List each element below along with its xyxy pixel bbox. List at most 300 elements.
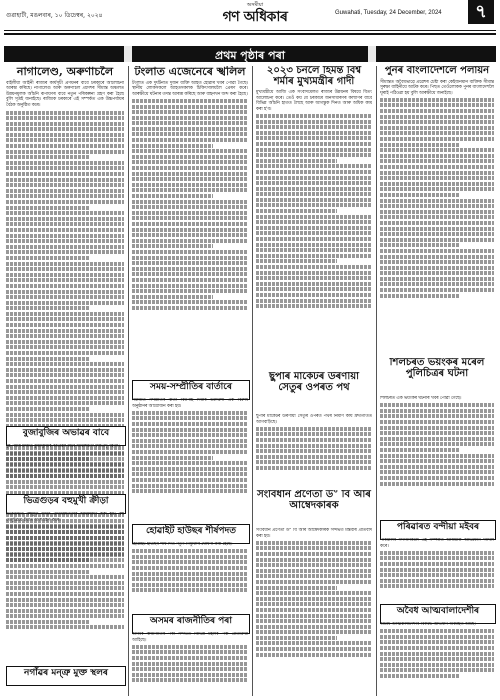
text-line	[6, 564, 124, 568]
article-body: বাইলীয়া আইনী ৰাজ্যৰ কাৰ্যসূচী প্ৰণয়নৰ বাবে চৰকাৰে আলোচনা আৰম্ভ কৰিছে। নাগালেণ্ড আৰু অৰুণাচল প্ৰদেশৰ সীমান্ত অঞ্চলত উন্নয়নমূলক আঁচনি ৰূপায়ণৰ বাবে নতুন পৰিকল্পনা গ্ৰহণ কৰা হৈছে বুলি সূত্ৰই জনাইছে। ৰাজ্যিক চৰকাৰে এই সম্পৰ্কত এক উচ্চপৰ্যায়ৰ বৈঠক অনুষ্ঠিত কৰে।	[6, 80, 124, 108]
text-line	[380, 294, 460, 298]
text-line	[132, 172, 248, 176]
text-line	[132, 160, 248, 164]
text-line	[380, 420, 494, 424]
text-line	[380, 579, 494, 583]
headline: নগাঁৱৰ মন্ত্ৰু মুক্ত স্থলৰ	[24, 668, 108, 678]
text-line	[6, 111, 124, 115]
text-line	[380, 635, 494, 639]
article-text-lines	[256, 427, 372, 470]
text-line	[6, 553, 124, 557]
text-line	[6, 351, 124, 355]
text-line	[380, 476, 494, 480]
text-line	[6, 368, 124, 372]
text-line	[256, 432, 372, 436]
page-number: ৭	[468, 0, 494, 24]
text-line	[132, 560, 248, 564]
text-line	[6, 116, 124, 120]
headline: বুজাবুজিৰ অভাৱৰ বাবে	[22, 428, 110, 438]
text-line	[6, 127, 124, 131]
text-line	[256, 466, 372, 470]
text-line	[256, 164, 372, 168]
text-line	[6, 150, 124, 154]
text-line	[380, 187, 494, 191]
text-line	[380, 277, 494, 281]
text-line	[6, 379, 124, 383]
text-line	[132, 300, 248, 304]
text-line	[132, 422, 248, 426]
text-line	[256, 641, 372, 645]
text-line	[380, 282, 494, 286]
text-line	[6, 542, 124, 546]
column-4-b	[380, 396, 494, 516]
article-body: মুখ্যমন্ত্ৰীয়ে আজি এক সংবাদমেলত ৰাজ্যৰ উন্নয়নৰ বিষয়ে বিতং আলোচনা কৰে। তেওঁ কয় যে চৰকাৰে জনসাধাৰণৰ কল্যাণৰ বাবে বিভিন্ন আঁচনি হাতত লৈছে আৰু আগন্তুক দিনত আৰু অধিক কাম কৰা হ'ব।	[256, 90, 372, 112]
text-line	[380, 143, 460, 147]
text-line	[132, 272, 248, 276]
text-line	[256, 597, 372, 601]
column-2	[132, 66, 248, 376]
text-line	[6, 468, 124, 472]
text-line	[380, 551, 494, 555]
text-line	[132, 549, 248, 553]
text-line	[132, 138, 248, 142]
headline: হোৱাইট হাউছৰ শীৰ্ষপদত	[145, 526, 237, 536]
text-line	[6, 317, 124, 321]
text-line	[132, 166, 248, 170]
column-divider	[252, 66, 253, 696]
text-line	[380, 227, 494, 231]
text-line	[6, 457, 124, 461]
text-line	[256, 170, 372, 174]
text-line	[6, 345, 124, 349]
header-rule	[4, 30, 496, 31]
text-line	[380, 260, 494, 264]
text-line	[256, 455, 372, 459]
text-line	[132, 416, 248, 420]
text-line	[6, 407, 89, 411]
text-line	[380, 266, 494, 270]
headline: ছুপাৰ মাৰ্কেটৰ উৰণীয়া সেতুৰ ওপৰত পথ	[268, 372, 359, 393]
text-line	[380, 584, 494, 588]
text-line	[380, 640, 494, 644]
text-line	[6, 614, 124, 618]
text-line	[132, 656, 248, 660]
text-line	[132, 267, 248, 271]
text-line	[6, 390, 124, 394]
column-4-d	[380, 622, 494, 696]
text-line	[132, 472, 248, 476]
text-line	[380, 98, 494, 102]
text-line	[380, 115, 494, 119]
text-line	[380, 442, 494, 446]
text-line	[132, 200, 248, 204]
text-line	[132, 183, 248, 187]
article-body: শিলচৰত এক ভয়ংকৰ ঘটনাৰ খবৰ পোৱা গৈছে।	[380, 396, 462, 401]
text-line	[256, 220, 372, 224]
text-line	[6, 340, 124, 344]
article-text-lines	[380, 629, 494, 678]
text-line	[256, 203, 372, 207]
text-line	[132, 177, 248, 181]
column-4-headline-b	[380, 358, 494, 394]
column-3-c	[256, 528, 372, 696]
text-line	[132, 116, 248, 120]
text-line	[256, 176, 372, 180]
text-line	[6, 558, 124, 562]
text-line	[256, 563, 372, 567]
text-line	[132, 450, 248, 454]
text-line	[132, 233, 248, 237]
text-line	[380, 448, 460, 452]
text-line	[6, 306, 89, 310]
text-line	[380, 137, 494, 141]
text-line	[380, 459, 494, 463]
text-line	[132, 433, 248, 437]
text-line	[380, 482, 494, 486]
text-line	[256, 647, 372, 651]
text-line	[256, 120, 372, 124]
sub-headline-box	[6, 426, 126, 446]
text-line	[256, 271, 372, 275]
text-line	[6, 194, 124, 198]
text-line	[6, 217, 124, 221]
text-line	[6, 598, 124, 602]
text-line	[6, 250, 124, 254]
text-line	[380, 120, 494, 124]
text-line	[132, 478, 248, 482]
article-body: দুই পক্ষৰ মাজত বুজাবুজিৰ অভাৱৰ বাবে আলোচনা ফলপ্ৰসূ নহ'ল।	[6, 444, 120, 449]
text-line	[6, 133, 124, 137]
text-line	[380, 271, 494, 275]
text-line	[132, 121, 248, 125]
text-line	[256, 136, 372, 140]
headline: অবৈধ আত্মবালাদেশীৰ	[396, 606, 480, 616]
text-line	[380, 414, 494, 418]
sub-headline-box	[132, 380, 250, 400]
text-line	[132, 216, 248, 220]
article-text-lines	[132, 99, 248, 310]
text-line	[132, 411, 248, 415]
headline: ২০২৩ চনলৈ হিমন্ত বিশ্ব শৰ্মাৰ মুখ্যমন্ত্ৰীৰ গাদী	[266, 66, 362, 87]
column-4-c	[380, 538, 494, 600]
text-line	[6, 155, 89, 159]
article-text-lines	[132, 549, 248, 592]
text-line	[132, 645, 248, 649]
text-line	[132, 194, 213, 198]
text-line	[6, 401, 124, 405]
text-line	[6, 603, 124, 607]
text-line	[132, 261, 248, 265]
column-1-c	[6, 512, 124, 662]
article-body: ভিত্ৰগুড়ত বহুমুখী ক্ৰীড়া প্ৰতিযোগিতাৰ আয়োজন কৰা হয়। বহু খেলুৱৈয়ে ইয়াত অংশগ্ৰহণ কৰে।	[6, 512, 124, 523]
header-rule-thick	[4, 33, 496, 35]
text-line	[380, 562, 494, 566]
text-line	[132, 105, 248, 109]
article-body: অসমৰ ৰাজনীতিৰ পৰা সন্দৰ্ভত বিভিন্ন মহলৰ পৰা প্ৰতিক্ৰিয়া আহিছে।	[132, 632, 248, 643]
text-line	[380, 103, 494, 107]
text-line	[132, 662, 248, 666]
text-line	[132, 673, 248, 677]
article-text-lines	[380, 551, 494, 589]
column-4	[380, 66, 494, 356]
text-line	[256, 131, 372, 135]
text-line	[6, 122, 124, 126]
article-text-lines	[256, 114, 372, 308]
text-line	[380, 148, 494, 152]
text-line	[256, 541, 372, 545]
text-line	[380, 109, 494, 113]
text-line	[256, 125, 372, 129]
article-body: ছুপাৰ মাৰ্কেটৰ উৰণীয়া সেতুৰ ওপৰত পথৰ নিৰ্মাণ কাৰ্য দ্ৰুতগতিত আগবাঢ়িছে।	[256, 414, 372, 425]
text-line	[256, 159, 337, 163]
text-line	[132, 228, 248, 232]
date-assamese: গুৱাহাটী, মঙলবাৰ, ১০ ডিচেম্বৰ, ২০২৪	[6, 12, 103, 19]
headline: সময়-সম্প্ৰীতিৰ বাৰ্তাৰে	[150, 382, 232, 392]
text-line	[132, 461, 248, 465]
banner-text: প্ৰথম পৃষ্ঠাৰ পৰা	[215, 49, 285, 62]
masthead-small: অসমীয়া	[246, 2, 264, 8]
text-line	[6, 138, 124, 142]
column-divider	[128, 66, 129, 696]
article-body: সমাজত সম্প্ৰীতিৰ বাৰ্তা বিয়পাই দিয়াৰ উদ্দেশ্যে এক বিশেষ অনুষ্ঠানৰ আয়োজন কৰা হয়।	[132, 398, 248, 409]
date-english: Guwahati, Tuesday, 24 December, 2024	[335, 10, 442, 16]
text-line	[6, 239, 124, 243]
section-banner	[4, 46, 496, 62]
sub-headline-box	[132, 524, 250, 544]
text-line	[256, 586, 337, 590]
text-line	[256, 552, 372, 556]
text-line	[380, 243, 460, 247]
text-line	[6, 267, 124, 271]
column-2-d	[132, 632, 248, 696]
column-3-headline-c	[256, 490, 372, 526]
text-line	[256, 438, 372, 442]
sub-headline-box	[6, 666, 126, 686]
text-line	[256, 148, 372, 152]
text-line	[256, 444, 372, 448]
text-line	[6, 396, 124, 400]
text-line	[256, 282, 372, 286]
text-line	[380, 568, 494, 572]
text-line	[380, 409, 494, 413]
text-line	[256, 293, 372, 297]
text-line	[256, 237, 372, 241]
article-body: হোৱাইট হাউছৰ শীৰ্ষপদত নতুন নিযুক্তিৰ ঘোষণা কৰা হৈছে।	[132, 542, 233, 547]
headline: পৰিৱাৰত বন্দীয়া মইবৰ	[396, 522, 480, 532]
text-line	[380, 204, 494, 208]
text-line	[132, 99, 248, 103]
text-line	[6, 575, 124, 579]
text-line	[132, 149, 248, 153]
text-line	[132, 278, 248, 282]
text-line	[6, 609, 124, 613]
text-line	[6, 581, 124, 585]
text-line	[6, 211, 124, 215]
text-line	[6, 413, 124, 417]
text-line	[6, 451, 124, 455]
text-line	[6, 357, 89, 361]
text-line	[132, 284, 248, 288]
text-line	[380, 171, 494, 175]
text-line	[380, 232, 494, 236]
headline: সংবিধান প্ৰণেতা ড° বি আৰ আম্বেদকাৰক	[257, 490, 371, 511]
text-line	[6, 144, 124, 148]
text-line	[256, 226, 372, 230]
article-body: সংবিধান প্ৰণেতা ড° বি আৰ আম্বেদকাৰক সন্দৰ্ভত মন্তব্যৰ প্ৰতিবাদ কৰা হয়।	[256, 528, 372, 539]
text-line	[132, 222, 248, 226]
text-line	[256, 259, 337, 263]
text-line	[380, 154, 494, 158]
text-line	[132, 588, 248, 592]
text-line	[6, 166, 124, 170]
text-line	[256, 574, 372, 578]
text-line	[380, 255, 494, 259]
text-line	[132, 678, 248, 682]
text-line	[256, 231, 372, 235]
article-body: পৰিয়ালৰ সদস্যসকলে এই সম্পৰ্কত আৰক্ষীক অভিযোগ দাখিল কৰে।	[380, 538, 494, 549]
text-line	[6, 570, 89, 574]
text-line	[132, 577, 248, 581]
text-line	[6, 200, 124, 204]
article-text-lines	[132, 411, 248, 493]
column-1-b	[6, 444, 124, 489]
text-line	[380, 176, 494, 180]
text-line	[256, 198, 372, 202]
text-line	[256, 287, 372, 291]
headline: শিলচৰত ভয়ংকৰ মৰেল পুলিচিত্ৰৰ ঘটনা	[389, 358, 485, 379]
text-line	[380, 663, 494, 667]
text-line	[6, 284, 124, 288]
text-line	[132, 583, 248, 587]
text-line	[6, 474, 124, 478]
column-3	[256, 66, 372, 366]
sub-headline-box	[6, 494, 126, 514]
sub-headline-box	[380, 604, 496, 624]
text-line	[132, 144, 213, 148]
text-line	[380, 668, 494, 672]
text-line	[6, 334, 124, 338]
text-line	[256, 569, 372, 573]
text-line	[380, 657, 494, 661]
text-line	[256, 625, 372, 629]
text-line	[132, 456, 213, 460]
headline: অসমৰ ৰাজনীতিৰ পৰা	[150, 616, 232, 626]
text-line	[380, 426, 494, 430]
text-line	[256, 427, 372, 431]
text-line	[256, 449, 372, 453]
text-line	[256, 299, 372, 303]
text-line	[380, 403, 494, 407]
text-line	[6, 206, 89, 210]
article-text-lines	[380, 403, 494, 485]
text-line	[256, 653, 372, 657]
text-line	[256, 243, 372, 247]
masthead-title: গণ অধিকাৰ	[222, 9, 288, 25]
text-line	[132, 244, 213, 248]
headline: টংলাত এজেনেৰে স্খলিল	[134, 66, 246, 78]
text-line	[6, 418, 124, 422]
text-line	[132, 650, 248, 654]
text-line	[6, 323, 124, 327]
text-line	[6, 625, 124, 629]
text-line	[256, 304, 372, 308]
text-line	[380, 210, 494, 214]
text-line	[380, 652, 494, 656]
column-3-headline-b	[256, 372, 372, 412]
text-line	[256, 602, 372, 606]
text-line	[132, 444, 248, 448]
text-line	[380, 674, 460, 678]
text-line	[132, 127, 248, 131]
text-line	[380, 556, 494, 560]
article-text-lines	[6, 451, 124, 477]
text-line	[132, 250, 248, 254]
text-line	[380, 199, 494, 203]
text-line	[6, 262, 124, 266]
text-line	[380, 131, 494, 135]
text-line	[132, 572, 248, 576]
text-line	[256, 254, 372, 258]
text-line	[132, 132, 248, 136]
text-line	[6, 373, 124, 377]
headline: পুনৰ বাংলাদেশলৈ পলায়ন	[384, 66, 490, 76]
text-line	[132, 566, 248, 570]
text-line	[6, 362, 124, 366]
text-line	[256, 209, 337, 213]
text-line	[380, 437, 494, 441]
article-body: টংলাত এক দুৰ্ঘটনাত দুজন ব্যক্তি আহত হোৱাৰ খবৰ পোৱা গৈছে। স্থানীয় লোকসকলে আহতসকলক চিকিৎসালয়লৈ প্ৰেৰণ কৰে। আৰক্ষীয়ে ঘটনাৰ তদন্ত আৰম্ভ কৰিছে আৰু বাহনখন জব্দ কৰা হৈছে।	[132, 80, 248, 97]
text-line	[132, 110, 248, 114]
article-text-lines	[132, 645, 248, 683]
text-line	[132, 289, 248, 293]
text-line	[6, 161, 124, 165]
column-2-b	[132, 398, 248, 520]
text-line	[256, 114, 372, 118]
text-line	[6, 172, 124, 176]
text-line	[256, 558, 372, 562]
text-line	[380, 215, 494, 219]
text-line	[256, 153, 372, 157]
text-line	[6, 278, 124, 282]
text-line	[132, 239, 248, 243]
text-line	[380, 465, 494, 469]
text-line	[6, 273, 124, 277]
text-line	[256, 460, 372, 464]
text-line	[6, 462, 124, 466]
text-line	[256, 276, 372, 280]
text-line	[132, 428, 248, 432]
text-line	[256, 546, 372, 550]
text-line	[6, 234, 124, 238]
article-body: সীমান্তত অবৈধভাৱে প্ৰৱেশৰ চেষ্টা কৰা কেইজনমান ব্যক্তিক সীমান্ত সুৰক্ষা বাহিনীয়ে আটক কৰে। পিছত তেওঁলোকক পুনৰ বাংলাদেশলৈ ঘূৰাই পঠিওৱা হয় বুলি আৰক্ষীয়ে জনাইছে।	[380, 79, 494, 96]
text-line	[380, 238, 494, 242]
text-line	[132, 667, 248, 671]
column-3-b	[256, 414, 372, 484]
text-line	[6, 222, 124, 226]
text-line	[380, 454, 494, 458]
headline: ভিত্ৰগুড়ৰ বহুমুখী ক্ৰীড়া	[23, 496, 109, 506]
text-line	[256, 187, 372, 191]
text-line	[132, 188, 248, 192]
text-line	[132, 467, 248, 471]
text-line	[380, 221, 494, 225]
text-line	[6, 329, 124, 333]
text-line	[380, 193, 460, 197]
headline: নাগালেণ্ড, অৰুণাচলৈ	[16, 66, 114, 78]
text-line	[6, 178, 124, 182]
text-line	[256, 619, 372, 623]
text-line	[256, 630, 372, 634]
